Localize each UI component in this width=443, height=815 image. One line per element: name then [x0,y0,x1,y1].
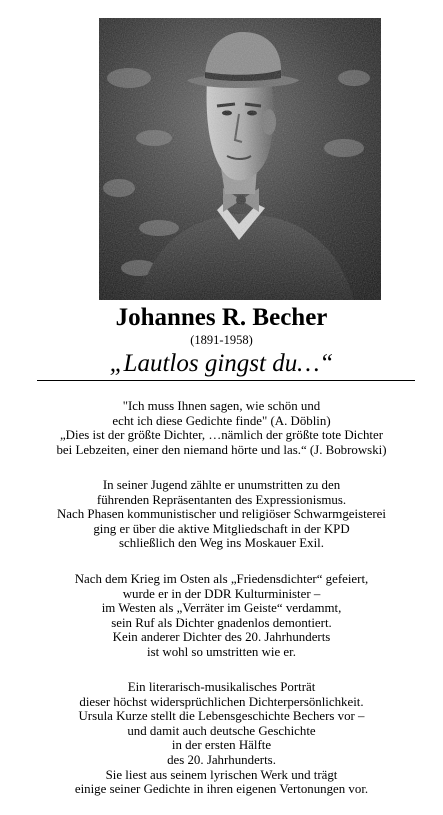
program-subtitle: „Lautlos gingst du…“ [109,350,334,377]
life-years: (1891-1958) [190,333,253,347]
quotes-paragraph [0,399,443,457]
text-line: ist wohl so umstritten wie er. [147,644,296,659]
text-line: führenden Repräsentanten des Expressionismus. [96,492,347,507]
page-title: Johannes R. Becher [115,304,328,331]
text-line: und damit auch deutsche Geschichte [127,723,316,738]
text-line: „Dies ist der größte Dichter, …nämlich der größte tote Dichter [59,428,384,443]
text-line: "Ich muss Ihnen sagen, wie schön und [122,399,321,413]
text-line: bei Lebzeiten, einer den niemand hörte und las.“ (J. Bobrowski) [56,442,387,457]
text-line: schließlich den Weg ins Moskauer Exil. [119,536,324,551]
biography-paragraph-2 [0,572,443,660]
text-line: Kein anderer Dichter des 20. Jahrhunderts [112,630,331,645]
text-line: Ein literarisch-musikalisches Porträt [127,680,316,694]
program-description-paragraph [0,680,443,797]
text-line: einige seiner Gedichte in ihren eigenen Vertonungen vor. [74,782,369,797]
divider [37,380,415,381]
text-line: im Westen als „Verräter im Geiste“ verdammt, [101,601,342,616]
text-line: In seiner Jugend zählte er unumstritten zu den [102,478,341,492]
text-line: wurde er in der DDR Kulturminister – [122,586,321,601]
text-line: des 20. Jahrhunderts. [167,752,276,767]
text-line: ging er über die aktive Mitgliedschaft in der KPD [93,521,350,536]
text-line: Sie liest aus seinem lyrischen Werk und trägt [105,767,338,782]
text-line: dieser höchst widersprüchlichen Dichterpersönlichkeit. [79,694,364,709]
biography-paragraph-1 [0,478,443,551]
text-line: in der ersten Hälfte [171,738,272,753]
text-line: Ursula Kurze stellt die Lebensgeschichte Bechers vor – [78,709,365,724]
portrait-photo [99,18,381,300]
text-line: Nach dem Krieg im Osten als „Friedensdichter“ gefeiert, [74,572,369,586]
text-line: echt ich diese Gedichte finde" (A. Döblin) [112,413,331,428]
text-line: sein Ruf als Dichter gnadenlos demontiert. [111,615,332,630]
text-line: Nach Phasen kommunistischer und religiöser Schwarmgeisterei [57,507,386,522]
